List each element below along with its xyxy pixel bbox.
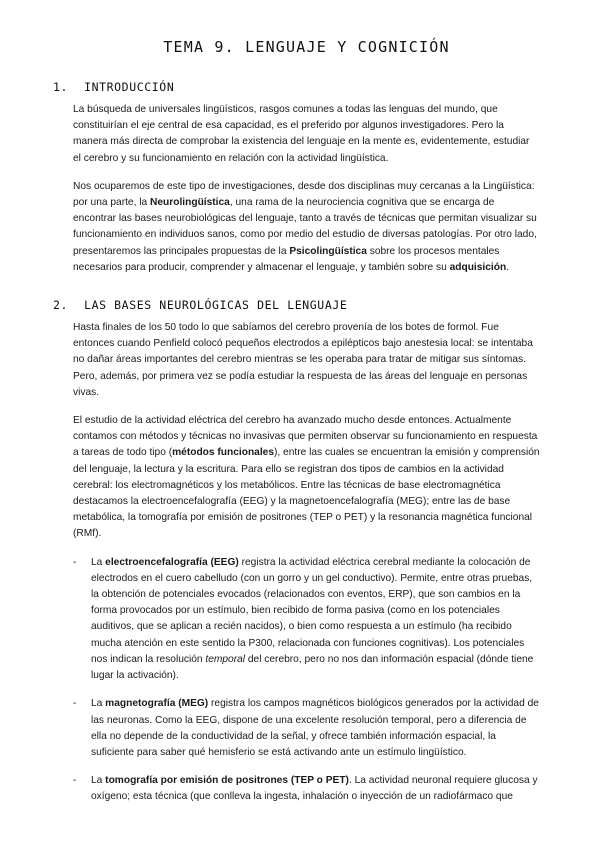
list-dash: - (73, 775, 77, 787)
text-run: Nos ocuparemos de este tipo de investigaciones, desde dos disciplinas muy cercanas a la Lingüística: por una parte, la (73, 180, 535, 209)
text-run: registra la actividad eléctrica cerebral mediante la colocación de electrodos en el cuero cabelludo (con un gorro y un gel conductivo). Permite, entre otras pruebas, la obtención de potenciales evocados (relacionados con eventos, ERP), que son cambios en la forma provocados por un estímulo, bien recibido de forma pasiva (como en los potenciales auditivos, que se aplican a recién nacidos), o bien como respuesta a un estímulo (ha recibido mucha atención en este sentido la P300, relacionada con funciones cognitivas). Los potenciales nos indican la resolución (91, 556, 533, 665)
section-2-heading (53, 298, 540, 312)
section-1-paragraph-2 (73, 179, 540, 276)
text-run: . (506, 261, 510, 273)
term-psicolinguistica: Psicolingüística (289, 245, 367, 257)
text-run: sobre los procesos mentales necesarios para producir, comprender y almacenar el lenguaje, y también sobre su (73, 245, 500, 273)
section-2-paragraph-1: Hasta finales de los 50 todo lo que sabíamos del cerebro provenía de los botes de formol. Fue entonces cuando Penfield colocó pequeños electrodos a epilépticos bajo anestesia local: se intentaba no dañar áreas importantes del cerebro mientras se les operaba para tratar de mitigar sus síntomas. Pero, además, por primera vez se podía estudiar la respuesta de las áreas del lenguaje en personas vivas. (73, 322, 533, 398)
section-1-heading (53, 80, 540, 94)
section-1-title: INTRODUCCIÓN (84, 80, 175, 94)
term-neurolinguistica: Neurolingüística (150, 197, 230, 209)
term-tep: tomografía por emisión de positrones (TEP o PET) (105, 775, 349, 787)
section-1-number: 1. (53, 80, 69, 94)
term-adquisicion: adquisición (449, 261, 507, 273)
section-2-number: 2. (53, 298, 69, 313)
text-run: La (91, 775, 106, 787)
text-run: El estudio de la actividad eléctrica del cerebro ha avanzado mucho desde entonces. Actualmente contamos con métodos y técnicas no invasivas que permiten observar su funcionamiento en respuesta a tareas de todo tipo ( (73, 415, 538, 459)
document-title: TEMA 9. LENGUAJE Y COGNICIÓN (163, 38, 450, 56)
text-run: del cerebro, pero no nos dan información espacial (dónde tiene lugar la activación). (91, 653, 534, 682)
text-run: ), entre las cuales se encuentran la emisión y comprensión del lenguaje, la lectura y la escritura. Para ello se registran dos tipos de cambios en la actividad cerebral: los electromagnéticos y los metabólicos. Entre las técnicas de base electromagnética destacamos la electroencefalografía (EEG) y la magnetoencefalografía (MEG); entre las de base metabólica, la tomografía por emisión de positrones (TEP o PET) y la resonancia magnética funcional (RMf). (73, 447, 540, 540)
text-run: registra los campos magnéticos biológicos generados por la actividad de las neuronas. Como la EEG, dispone de una excelente resolución temporal, pero a diferencia de ella no depende de la conductividad de la señal, y ofrece también información espacial, la suficiente para saber qué hemisferio se está activando ante un estímulo lingüístico. (91, 698, 539, 758)
techniques-list (73, 555, 540, 806)
list-item-tep (73, 773, 540, 805)
list-item-meg (73, 696, 540, 761)
list-dash: - (73, 698, 77, 710)
term-temporal: temporal (205, 653, 246, 665)
text-run: La (91, 556, 106, 568)
text-run: . La actividad neuronal requiere glucosa y oxígeno; esta técnica (que conlleva la ingesta, inhalación o inyección de un radiofármaco que (91, 775, 538, 803)
list-item-eeg (73, 555, 540, 685)
section-2-paragraph-2 (73, 413, 540, 543)
term-metodos-funcionales: métodos funcionales (172, 447, 274, 459)
text-run: La (91, 698, 106, 710)
section-2-title: LAS BASES NEUROLÓGICAS DEL LENGUAJE (84, 298, 348, 313)
section-1-paragraph-1: La búsqueda de universales lingüísticos, rasgos comunes a todas las lenguas del mundo, que constituirían el eje central de esa capacidad, es el preferido por algunos investigadores. Pero la manera más directa de comprobar la existencia del lenguaje en la mente es, evidentemente, estudiar el cerebro y su funcionamiento en relación con la actividad lingüística. (73, 104, 530, 164)
list-dash: - (73, 556, 77, 568)
term-meg: magnetografía (MEG) (105, 698, 209, 710)
text-run: , una rama de la neurociencia cognitiva que se encarga de encontrar las bases neurobiológicas del lenguaje, tanto a través de técnicas que permitan visualizar su funcionamiento en individuos sanos, como por medio del estudio de diversas patologías. Por otro lado, presentaremos las principales propuestas de la (73, 197, 537, 257)
term-eeg: electroencefalografía (EEG) (105, 556, 239, 568)
